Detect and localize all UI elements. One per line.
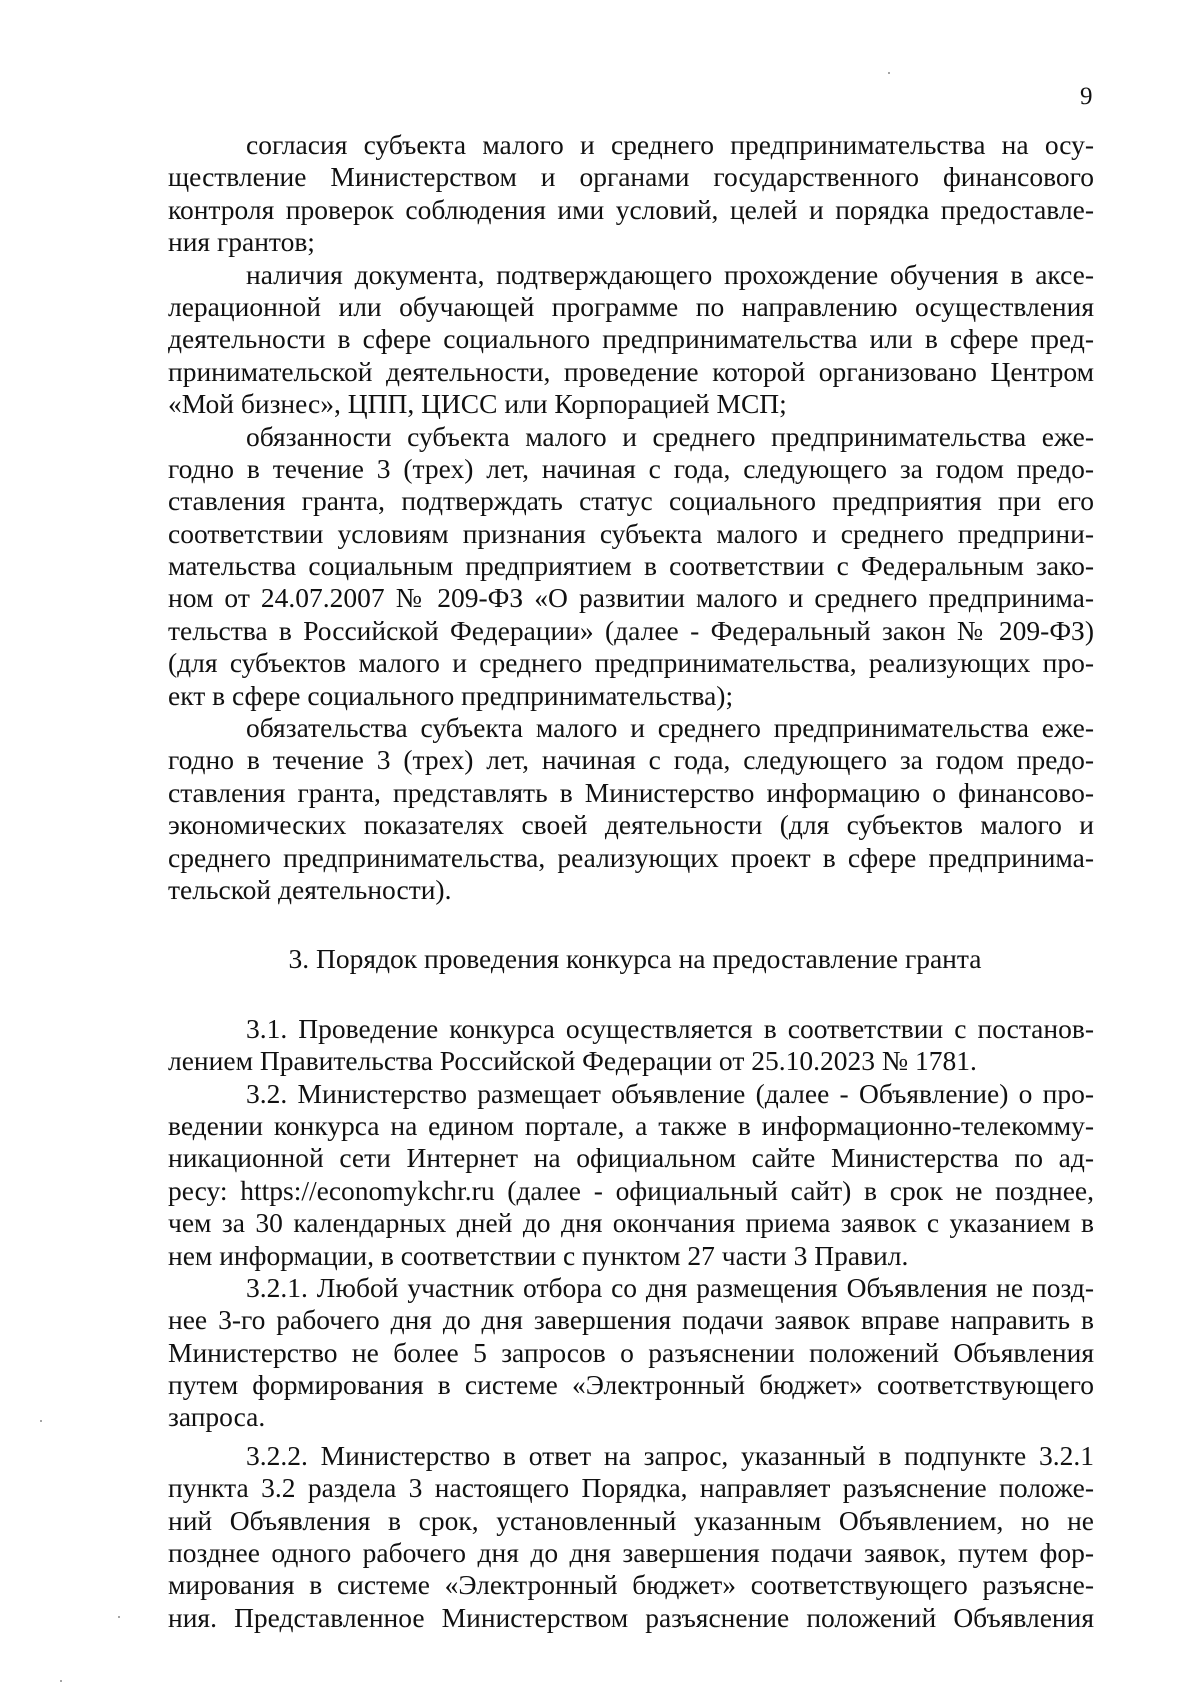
- text-line: 3.2.2. Министерство в ответ на запрос, указанный в подпункте 3.2.1: [246, 1439, 1094, 1471]
- text-line: обязательства субъекта малого и среднего предпринимательства еже-: [246, 712, 1094, 744]
- text-line: «Мой бизнес», ЦПП, ЦИСС или Корпорацией МСП;: [168, 388, 787, 420]
- paragraph: [168, 1440, 1094, 1634]
- scan-speck: [888, 72, 890, 74]
- text-line: годно в течение 3 (трех) лет, начиная с года, следующего за годом предо-: [168, 452, 1094, 484]
- scan-speck: [60, 1680, 62, 1682]
- paragraph: [168, 129, 1094, 259]
- text-line: пункта 3.2 раздела 3 настоящего Порядка, направляет разъяснение положе-: [168, 1472, 1094, 1504]
- text-line: ведении конкурса на едином портале, а также в информационно-телекомму-: [168, 1109, 1094, 1141]
- text-line: ставления гранта, представлять в Министерство информацию о финансово-: [168, 776, 1094, 808]
- paragraph: [168, 421, 1094, 713]
- spacer: [168, 976, 1094, 1013]
- body-text: [168, 129, 1094, 1634]
- text-line: (для субъектов малого и среднего предпринимательства, реализующих про-: [168, 647, 1094, 679]
- text-line: лерационной или обучающей программе по направлению осуществления: [168, 290, 1094, 322]
- text-line: нем информации, в соответствии с пунктом 27 части 3 Правил.: [168, 1239, 909, 1271]
- text-line: никационной сети Интернет на официальном сайте Министерства по ад-: [168, 1142, 1094, 1174]
- text-line: позднее одного рабочего дня до дня завершения подачи заявок, путем фор-: [168, 1537, 1094, 1569]
- text-line: ставления гранта, подтверждать статус социального предприятия при его: [168, 485, 1094, 517]
- text-line: лением Правительства Российской Федерации от 25.10.2023 № 1781.: [168, 1045, 977, 1077]
- paragraph: [168, 1078, 1094, 1272]
- spacer: [168, 906, 1094, 943]
- text-line: Министерство не более 5 запросов о разъяснении положений Объявления: [168, 1336, 1094, 1368]
- paragraph: [168, 259, 1094, 421]
- text-line: мирования в системе «Электронный бюджет» соответствующего разъясне-: [168, 1569, 1094, 1601]
- text-line: согласия субъекта малого и среднего предпринимательства на осу-: [246, 129, 1094, 160]
- text-line: ект в сфере социального предпринимательства);: [168, 679, 734, 711]
- text-line: соответствии условиям признания субъекта малого и среднего предприни-: [168, 517, 1094, 549]
- text-line: обязанности субъекта малого и среднего предпринимательства еже-: [246, 420, 1094, 452]
- paragraph: [168, 1272, 1094, 1434]
- scan-speck: [118, 1616, 120, 1618]
- text-line: нее 3-го рабочего дня до дня завершения подачи заявок вправе направить в: [168, 1304, 1094, 1336]
- paragraph: [168, 1013, 1094, 1078]
- text-line: годно в течение 3 (трех) лет, начиная с года, следующего за годом предо-: [168, 744, 1094, 776]
- text-line: запроса.: [168, 1401, 266, 1433]
- text-line: экономических показателях своей деятельности (для субъектов малого и: [168, 809, 1094, 841]
- text-line: тельской деятельности).: [168, 873, 452, 905]
- text-line: ний Объявления в срок, установленный указанным Объявлением, но не: [168, 1504, 1094, 1536]
- text-line: деятельности в сфере социального предпринимательства или в сфере пред-: [168, 323, 1094, 355]
- text-line: ния. Представленное Министерством разъяснение положений Объявления: [168, 1601, 1094, 1633]
- text-line: 3.1. Проведение конкурса осуществляется в соответствии с постанов-: [246, 1012, 1094, 1044]
- text-line: тельства в Российской Федерации» (далее - Федеральный закон № 209-ФЗ): [168, 614, 1094, 646]
- section-heading: 3. Порядок проведения конкурса на предоставление гранта: [288, 943, 982, 975]
- text-line: чем за 30 календарных дней до дня окончания приема заявок с указанием в: [168, 1207, 1094, 1239]
- text-line: ния грантов;: [168, 226, 315, 258]
- text-line: ществление Министерством и органами государственного финансового: [168, 161, 1094, 193]
- text-line: принимательской деятельности, проведение которой организовано Центром: [168, 355, 1094, 387]
- text-line: ресу: https://economykchr.ru (далее - официальный сайт) в срок не позднее,: [168, 1174, 1094, 1206]
- text-line: мательства социальным предприятием в соответствии с Федеральным зако-: [168, 550, 1094, 582]
- text-line: среднего предпринимательства, реализующих проект в сфере предпринима-: [168, 841, 1094, 873]
- scan-speck: [40, 1420, 42, 1422]
- text-line: ном от 24.07.2007 № 209-ФЗ «О развитии малого и среднего предпринима-: [168, 582, 1094, 614]
- text-line: путем формирования в системе «Электронный бюджет» соответствующего: [168, 1369, 1094, 1401]
- text-line: наличия документа, подтверждающего прохождение обучения в аксе-: [246, 258, 1094, 290]
- text-line: 3.2.1. Любой участник отбора со дня размещения Объявления не позд-: [246, 1271, 1094, 1303]
- text-line: контроля проверок соблюдения ими условий, целей и порядка предоставле-: [168, 193, 1094, 225]
- paragraph: [168, 712, 1094, 906]
- page-number: 9: [1080, 83, 1093, 110]
- text-line: 3.2. Министерство размещает объявление (далее - Объявление) о про-: [246, 1077, 1094, 1109]
